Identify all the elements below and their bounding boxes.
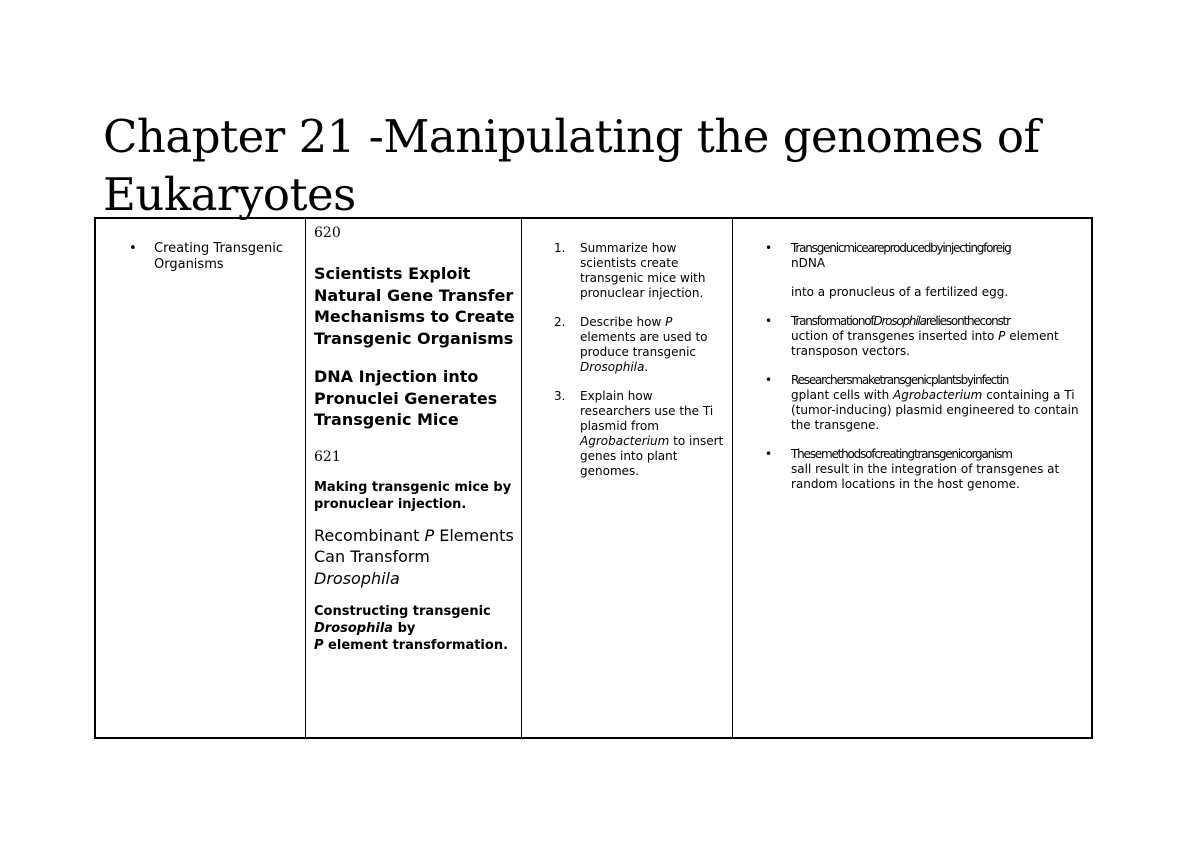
objectives-list [522, 241, 732, 479]
list-item [733, 241, 1091, 300]
summary-text: Transformationof [791, 314, 874, 328]
objective-italic: Drosophila [580, 360, 645, 374]
summary-cell [733, 218, 1093, 738]
summary-text: containing a Ti (tumor-inducing) plasmid engineered to contain the transgene. [791, 388, 1079, 432]
caption-italic: Drosophila [314, 621, 394, 636]
bullet-icon: • [765, 314, 773, 328]
bullet-icon: • [765, 373, 773, 387]
objective-text: elements are used to produce transgenic [580, 330, 708, 359]
page-number-621: 621 [314, 448, 341, 465]
summary-text: uction of transgenes inserted into [791, 329, 999, 343]
heading-italic: Drosophila [314, 568, 400, 588]
caption-text: Constructing transgenic [314, 604, 491, 619]
topic-list [96, 241, 305, 273]
textbook-content [306, 219, 521, 654]
objective-italic: Agrobacterium [580, 434, 670, 448]
figure-caption-1: Making transgenic mice by pronuclear injection. [314, 479, 512, 512]
heading-text: Elements Can Transform [314, 525, 514, 566]
item-number: 1. [554, 241, 566, 255]
objective-text: to insert genes into plant genomes. [580, 434, 724, 478]
summary-italic: Agrobacterium [893, 388, 983, 402]
section-heading-1: Scientists Exploit Natural Gene Transfer Mechanisms to Create Transgenic Organisms [314, 264, 515, 348]
caption-text: by [393, 621, 416, 636]
summary-text: sall result in the integration of transgenes at random locations in the host genome. [791, 462, 1060, 491]
objective-text: . [644, 360, 649, 374]
summary-text: Researchersmaketransgenicplantsbyinfectin [791, 373, 1009, 387]
summary-text: Thesemethodsofcreatingtransgenicorganism [791, 447, 1012, 461]
heading-italic: P [424, 525, 435, 545]
page-title: Chapter 21 -Manipulating the genomes of Eukaryotes [103, 110, 1040, 221]
summary-text: reliesontheconstr [925, 314, 1010, 328]
objective-text: Explain how researchers use the Ti plasmid from [580, 389, 714, 433]
list-item [733, 314, 1091, 359]
list-item [522, 389, 732, 479]
summary-text: gplant cells with [791, 388, 894, 402]
list-item [733, 447, 1091, 492]
objective-text: Describe how [580, 315, 666, 329]
item-number: 2. [554, 315, 566, 329]
summary-subtext: into a pronucleus of a fertilized egg. [791, 285, 1009, 299]
list-item [733, 373, 1091, 433]
objective-text: Summarize how scientists create transgenic mice with pronuclear injection. [580, 241, 706, 300]
section-heading-2: DNA Injection into Pronuclei Generates Transgenic Mice [314, 367, 498, 429]
summary-italic: Drosophila [873, 314, 926, 328]
topic-text: Creating Transgenic Organisms [154, 241, 284, 272]
topic-cell [95, 218, 306, 738]
textbook-cell [306, 218, 522, 738]
list-item [96, 241, 305, 273]
outline-table [94, 217, 1093, 739]
section-heading-3 [314, 525, 515, 590]
bullet-icon: • [129, 241, 137, 256]
summary-italic: P [998, 329, 1006, 343]
summary-list [733, 241, 1091, 492]
objectives-cell [522, 218, 733, 738]
bullet-icon: • [765, 241, 773, 255]
page-number-620: 620 [314, 225, 341, 241]
table-row [95, 218, 1092, 738]
objective-italic: P [665, 315, 673, 329]
caption-italic: P [314, 638, 324, 653]
summary-text: Transgenicmiceareproducedbyinjectingforeig [791, 241, 1011, 255]
list-item [522, 315, 732, 375]
figure-caption-2 [314, 603, 515, 654]
summary-text: nDNA [791, 256, 826, 270]
bullet-icon: • [765, 447, 773, 461]
item-number: 3. [554, 389, 566, 403]
caption-text: element transformation. [323, 638, 509, 653]
heading-text: Recombinant [314, 525, 425, 545]
list-item [522, 241, 732, 301]
summary-text: element transposon vectors. [791, 329, 1059, 358]
